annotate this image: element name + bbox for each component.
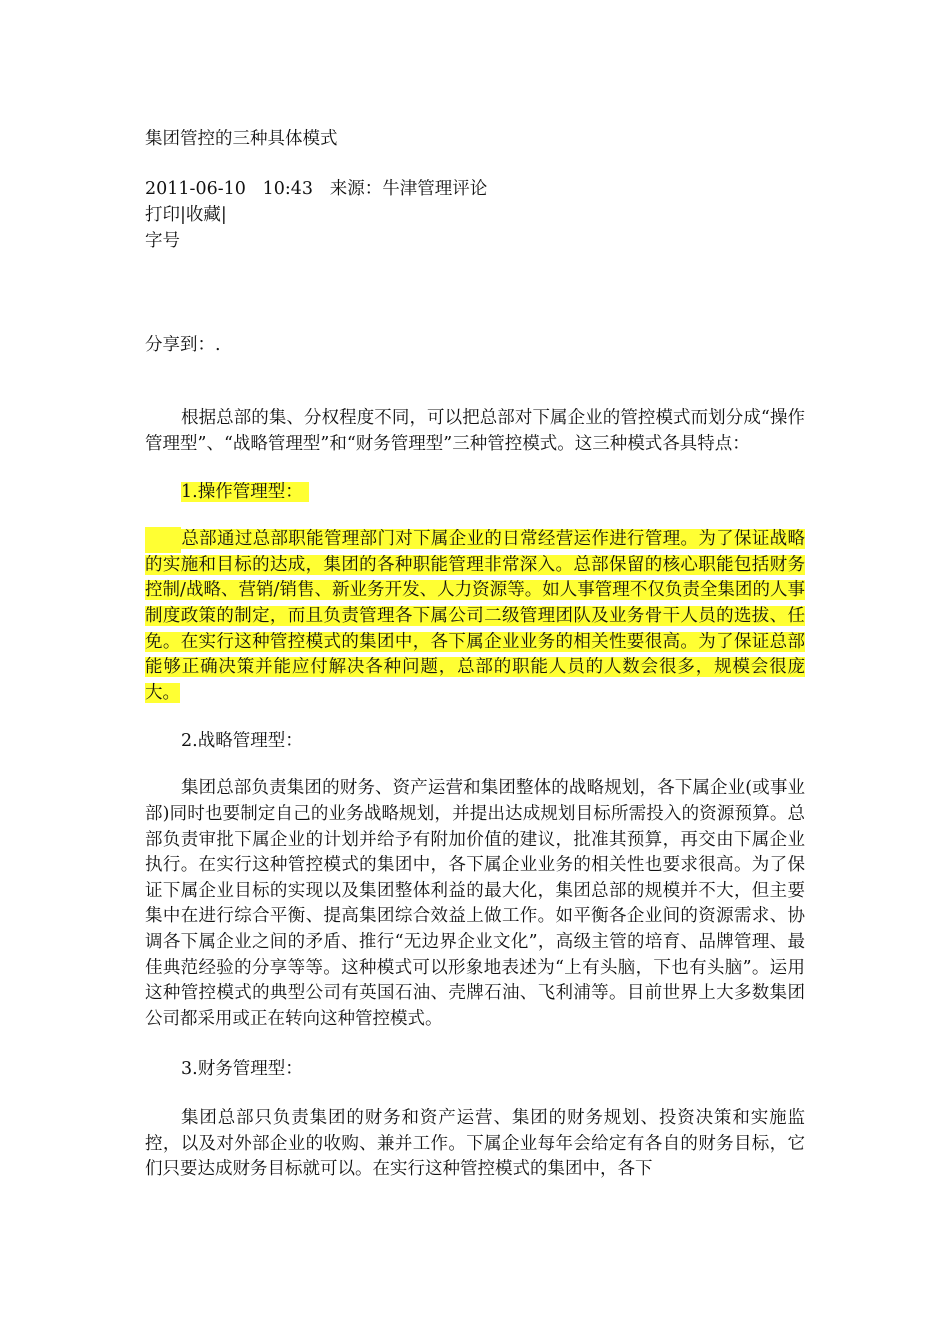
action-separator: | (180, 205, 186, 225)
action-separator: | (220, 205, 227, 225)
section-heading-operational (145, 479, 805, 505)
section-heading-strategic: 2.战略管理型： (181, 731, 303, 752)
article-time: 10:43 (262, 179, 314, 199)
section-heading-financial: 3.财务管理型： (181, 1059, 303, 1080)
article-title: 集团管控的三种具体模式 (145, 129, 338, 149)
article-meta (145, 176, 805, 202)
section-paragraph-strategic: 集团总部负责集团的财务、资产运营和集团整体的战略规划，各下属企业(或事业部)同时也要制定自己的业务战略规划，并提出达成规划目标所需投入的资源预算。总部负责审批下属企业的计划并给予有附加价值的建议，批准其预算，再交由下属企业执行。在实行这种管控模式的集团中，各下属企业业务的相关性也要求很高。为了保证下属企业目标的实现以及集团整体利益的最大化，集团总部的规模并不大，但主要集中在进行综合平衡、提高集团综合效益上做工作。如平衡各企业间的资源需求、协调各下属企业之间的矛盾、推行“无边界企业文化”，高级主管的培育、品牌管理、最佳典范经验的分享等等。这种模式可以形象地表述为“上有头脑，下也有头脑”。运用这种管控模式的典型公司有英国石油、壳牌石油、飞利浦等。目前世界上大多数集团公司都采用或正在转向这种管控模式。 (145, 778, 805, 1029)
article-source: 牛津管理评论 (382, 179, 488, 199)
document-page (145, 126, 805, 1183)
source-label: 来源： (329, 179, 383, 199)
highlight-indent (145, 527, 181, 553)
section-paragraph-operational-text: 总部通过总部职能管理部门对下属企业的日常经营运作进行管理。为了保证战略的实施和目标的达成，集团的各种职能管理非常深入。总部保留的核心职能包括财务控制/战略、营销/销售、新业务开发、人力资源等。如人事管理不仅负责全集团的人事制度政策的制定，而且负责管理各下属公司二级管理团队及业务骨干人员的选拔、任免。在实行这种管控模式的集团中，各下属企业业务的相关性要很高。为了保证总部能够正确决策并能应付解决各种问题，总部的职能人员的人数会很多，规模会很庞大。 (145, 529, 805, 703)
section-heading-operational-text: 1.操作管理型： (181, 482, 309, 502)
intro-paragraph: 根据总部的集、分权程度不同，可以把总部对下属企业的管控模式而划分成“操作管理型”、“战略管理型”和“财务管理型”三种管控模式。这三种模式各具特点： (145, 408, 805, 454)
section-paragraph-financial: 集团总部只负责集团的财务和资产运营、集团的财务规划、投资决策和实施监控，以及对外部企业的收购、兼并工作。下属企业每年会给定有各自的财务目标，它们只要达成财务目标就可以。在实行这种管控模式的集团中，各下 (145, 1108, 805, 1180)
collect-link[interactable]: 收藏 (185, 205, 221, 225)
share-to[interactable]: 分享到：. (145, 335, 221, 355)
article-actions (145, 202, 805, 228)
font-size-control[interactable]: 字号 (145, 231, 180, 251)
section-paragraph-operational (145, 527, 805, 706)
print-link[interactable]: 打印 (145, 205, 180, 225)
article-date: 2011-06-10 (145, 179, 246, 199)
